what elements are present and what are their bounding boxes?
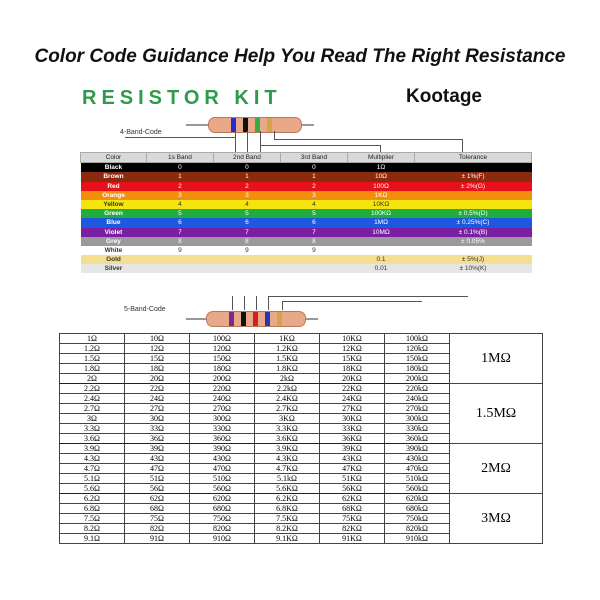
value-cell: 1.2KΩ — [255, 344, 320, 354]
value-cell: 390kΩ — [385, 444, 450, 454]
color-code-table — [80, 152, 532, 273]
megohm-value-cell: 2MΩ — [450, 444, 543, 494]
value-cell: 2Ω — [60, 374, 125, 384]
value-cell: 30Ω — [125, 414, 190, 424]
value-cell: 1.5KΩ — [255, 354, 320, 364]
multiplier-value: 0.1 — [376, 256, 386, 264]
value-cell: 620Ω — [190, 494, 255, 504]
band2-digit: 1 — [245, 173, 249, 181]
value-cell: 33KΩ — [320, 424, 385, 434]
kit-title — [82, 87, 282, 110]
color-row-gold — [81, 255, 532, 264]
multiplier-value — [348, 246, 415, 255]
value-cell: 750Ω — [190, 514, 255, 524]
resistor-values-table — [59, 333, 543, 544]
band2-digit: 5 — [245, 210, 249, 218]
value-cell: 220Ω — [190, 384, 255, 394]
band2-digit: 8 — [245, 237, 249, 245]
band2-digit: 2 — [245, 182, 249, 190]
band1-digit: 3 — [178, 191, 182, 199]
value-cell: 20KΩ — [320, 374, 385, 384]
value-cell: 3.3KΩ — [255, 424, 320, 434]
leader-line — [125, 137, 235, 138]
band3-digit: 1 — [312, 173, 316, 181]
value-cell: 1Ω — [60, 334, 125, 344]
resistor-band — [231, 118, 236, 132]
value-cell: 56Ω — [125, 484, 190, 494]
value-cell: 4.7Ω — [60, 464, 125, 474]
leader-line — [274, 131, 275, 139]
value-cell: 82KΩ — [320, 524, 385, 534]
tolerance-value — [415, 200, 532, 209]
color-name: Yellow — [103, 201, 124, 209]
tolerance-value: ± 0.5%(D) — [458, 210, 488, 218]
value-cell: 2.4Ω — [60, 394, 125, 404]
value-cell: 5.6KΩ — [255, 484, 320, 494]
values-table-body — [60, 334, 543, 544]
band1-digit: 7 — [178, 228, 182, 236]
color-table-body — [81, 163, 532, 274]
value-cell: 3KΩ — [255, 414, 320, 424]
value-cell: 200kΩ — [385, 374, 450, 384]
leader-line — [462, 139, 463, 153]
value-cell: 8.2Ω — [60, 524, 125, 534]
value-cell: 62Ω — [125, 494, 190, 504]
leader-line — [244, 296, 245, 310]
resistor-band — [253, 312, 258, 326]
color-row-violet — [81, 228, 532, 237]
value-cell: 470Ω — [190, 464, 255, 474]
multiplier-value: 100Ω — [373, 182, 389, 190]
color-row-orange — [81, 191, 532, 200]
value-cell: 1.5Ω — [60, 354, 125, 364]
headline: Color Code Guidance Help You Read The Right Resistance — [34, 46, 566, 67]
tolerance-value: ± 0.1%(B) — [458, 228, 488, 236]
value-cell: 6.8Ω — [60, 504, 125, 514]
value-cell: 620kΩ — [385, 494, 450, 504]
multiplier-value: 10KΩ — [372, 201, 390, 209]
value-cell: 680Ω — [190, 504, 255, 514]
four-band-label: 4-Band-Code — [120, 129, 162, 136]
leader-line — [247, 131, 248, 153]
band3-digit: 7 — [312, 228, 316, 236]
value-cell: 100Ω — [190, 334, 255, 344]
band3-digit: 6 — [312, 219, 316, 227]
value-cell: 27Ω — [125, 404, 190, 414]
band2-digit: 9 — [245, 246, 249, 254]
color-row-silver — [81, 264, 532, 273]
value-cell: 20Ω — [125, 374, 190, 384]
value-cell: 9.1Ω — [60, 534, 125, 544]
value-cell: 3Ω — [60, 414, 125, 424]
value-cell: 560kΩ — [385, 484, 450, 494]
tolerance-value: ± 1%(F) — [461, 173, 485, 181]
value-cell: 120Ω — [190, 344, 255, 354]
tolerance-value: ± 0.05% — [461, 237, 485, 245]
color-name: Violet — [104, 228, 123, 236]
band3-digit — [280, 255, 347, 264]
value-cell: 4.3KΩ — [255, 454, 320, 464]
brand-name: Kootage — [406, 86, 482, 107]
band1-digit: 2 — [178, 182, 182, 190]
value-cell: 240Ω — [190, 394, 255, 404]
value-cell: 470kΩ — [385, 464, 450, 474]
band1-digit: 1 — [178, 173, 182, 181]
value-cell: 10KΩ — [320, 334, 385, 344]
value-cell: 510kΩ — [385, 474, 450, 484]
band1-digit: 0 — [178, 164, 182, 172]
value-cell: 200Ω — [190, 374, 255, 384]
band3-digit: 8 — [312, 237, 316, 245]
value-cell: 62KΩ — [320, 494, 385, 504]
value-cell: 47KΩ — [320, 464, 385, 474]
value-cell: 270Ω — [190, 404, 255, 414]
value-cell: 3.6KΩ — [255, 434, 320, 444]
color-row-grey — [81, 237, 532, 246]
value-cell: 30KΩ — [320, 414, 385, 424]
tolerance-value — [415, 246, 532, 255]
value-cell: 390Ω — [190, 444, 255, 454]
color-table-header-row — [81, 153, 532, 163]
multiplier-value — [348, 237, 415, 246]
value-cell: 22Ω — [125, 384, 190, 394]
value-cell: 180kΩ — [385, 364, 450, 374]
value-cell: 3.6Ω — [60, 434, 125, 444]
band1-digit: 6 — [178, 219, 182, 227]
band3-digit: 2 — [312, 182, 316, 190]
value-cell: 36KΩ — [320, 434, 385, 444]
megohm-value-cell: 1.5MΩ — [450, 384, 543, 444]
value-cell: 1.2Ω — [60, 344, 125, 354]
value-cell: 82Ω — [125, 524, 190, 534]
leader-line — [235, 131, 236, 153]
multiplier-value: 1KΩ — [374, 191, 388, 199]
value-cell: 68Ω — [125, 504, 190, 514]
value-cell: 33Ω — [125, 424, 190, 434]
leader-line — [268, 296, 269, 310]
color-name: Grey — [106, 237, 121, 245]
band2-digit — [213, 255, 280, 264]
value-cell: 430kΩ — [385, 454, 450, 464]
value-cell: 9.1KΩ — [255, 534, 320, 544]
color-row-black — [81, 163, 532, 173]
value-cell: 5.6Ω — [60, 484, 125, 494]
resistor-band — [229, 312, 234, 326]
value-cell: 24KΩ — [320, 394, 385, 404]
value-cell: 75Ω — [125, 514, 190, 524]
color-name: Brown — [103, 173, 124, 181]
multiplier-value: 0.01 — [374, 265, 388, 273]
multiplier-value: 1MΩ — [374, 219, 388, 227]
value-cell: 36Ω — [125, 434, 190, 444]
value-cell: 91Ω — [125, 534, 190, 544]
value-cell: 270kΩ — [385, 404, 450, 414]
band3-digit: 0 — [312, 164, 316, 172]
leader-line — [260, 145, 380, 146]
color-name: Red — [107, 182, 120, 190]
value-cell: 43KΩ — [320, 454, 385, 464]
resistor-band — [277, 312, 282, 326]
value-cell: 39Ω — [125, 444, 190, 454]
col-header-band2: 2nd Band — [213, 153, 280, 163]
band1-digit: 4 — [178, 201, 182, 209]
leader-line — [232, 296, 233, 310]
band3-digit — [280, 264, 347, 273]
value-cell: 2.7Ω — [60, 404, 125, 414]
value-cell: 7.5KΩ — [255, 514, 320, 524]
table-row — [60, 384, 543, 394]
value-cell: 18KΩ — [320, 364, 385, 374]
value-cell: 240kΩ — [385, 394, 450, 404]
value-cell: 91KΩ — [320, 534, 385, 544]
color-row-blue — [81, 218, 532, 227]
band3-digit: 4 — [312, 201, 316, 209]
resistor-band — [265, 312, 270, 326]
value-cell: 2kΩ — [255, 374, 320, 384]
value-cell: 56KΩ — [320, 484, 385, 494]
leader-line — [256, 296, 257, 310]
value-cell: 2.2Ω — [60, 384, 125, 394]
leader-line — [274, 139, 462, 140]
value-cell: 300Ω — [190, 414, 255, 424]
value-cell: 750kΩ — [385, 514, 450, 524]
value-cell: 680kΩ — [385, 504, 450, 514]
value-cell: 910kΩ — [385, 534, 450, 544]
value-cell: 24Ω — [125, 394, 190, 404]
band1-digit: 5 — [178, 210, 182, 218]
tolerance-value: ± 0.25%(C) — [456, 219, 490, 227]
tolerance-value: ± 5%(J) — [461, 256, 485, 264]
col-header-tolerance: Tolerance — [415, 153, 532, 163]
band2-digit: 0 — [245, 164, 249, 172]
color-name: Silver — [104, 265, 123, 273]
value-cell: 1.8Ω — [60, 364, 125, 374]
band3-digit: 5 — [312, 210, 316, 218]
table-row — [60, 444, 543, 454]
megohm-value-cell: 3MΩ — [450, 494, 543, 544]
value-cell: 3.9Ω — [60, 444, 125, 454]
value-cell: 150Ω — [190, 354, 255, 364]
resistor-band — [255, 118, 260, 132]
value-cell: 39KΩ — [320, 444, 385, 454]
value-cell: 10Ω — [125, 334, 190, 344]
value-cell: 510Ω — [190, 474, 255, 484]
color-name: Gold — [106, 256, 121, 264]
col-header-multiplier: Multiplier — [348, 153, 415, 163]
five-band-resistor — [206, 311, 306, 327]
value-cell: 910Ω — [190, 534, 255, 544]
value-cell: 2.7KΩ — [255, 404, 320, 414]
value-cell: 2.4KΩ — [255, 394, 320, 404]
leader-line — [268, 296, 468, 297]
col-header-band1: 1s Band — [146, 153, 213, 163]
value-cell: 6.2KΩ — [255, 494, 320, 504]
value-cell: 51KΩ — [320, 474, 385, 484]
table-row — [60, 334, 543, 344]
value-cell: 12Ω — [125, 344, 190, 354]
color-name: White — [104, 246, 123, 254]
color-row-yellow — [81, 200, 532, 209]
value-cell: 1KΩ — [255, 334, 320, 344]
color-row-white — [81, 246, 532, 255]
four-band-resistor — [208, 117, 302, 133]
value-cell: 15KΩ — [320, 354, 385, 364]
color-row-brown — [81, 172, 532, 181]
band1-digit — [146, 264, 213, 273]
multiplier-value: 10MΩ — [372, 228, 390, 236]
value-cell: 2.2kΩ — [255, 384, 320, 394]
band2-digit: 7 — [245, 228, 249, 236]
value-cell: 820kΩ — [385, 524, 450, 534]
value-cell: 43Ω — [125, 454, 190, 464]
band1-digit — [146, 255, 213, 264]
resistor-band — [243, 118, 248, 132]
col-header-band3: 3rd Band — [280, 153, 347, 163]
value-cell: 360Ω — [190, 434, 255, 444]
table-row — [60, 494, 543, 504]
value-cell: 68KΩ — [320, 504, 385, 514]
band2-digit: 6 — [245, 219, 249, 227]
band1-digit: 8 — [178, 237, 182, 245]
value-cell: 6.2Ω — [60, 494, 125, 504]
band2-digit: 4 — [245, 201, 249, 209]
value-cell: 820Ω — [190, 524, 255, 534]
value-cell: 5.1kΩ — [255, 474, 320, 484]
col-header-color: Color — [81, 153, 147, 163]
value-cell: 430Ω — [190, 454, 255, 464]
kit-title-text: RESISTOR KIT — [82, 87, 282, 109]
value-cell: 120kΩ — [385, 344, 450, 354]
value-cell: 4.3Ω — [60, 454, 125, 464]
value-cell: 6.8KΩ — [255, 504, 320, 514]
multiplier-value: 1Ω — [376, 164, 386, 172]
value-cell: 100kΩ — [385, 334, 450, 344]
band3-digit: 9 — [312, 246, 316, 254]
multiplier-value: 10Ω — [374, 173, 388, 181]
color-name: Black — [104, 164, 123, 172]
band3-digit: 3 — [312, 191, 316, 199]
value-cell: 18Ω — [125, 364, 190, 374]
value-cell: 51Ω — [125, 474, 190, 484]
value-cell: 300kΩ — [385, 414, 450, 424]
color-row-red — [81, 182, 532, 191]
resistor-band — [241, 312, 246, 326]
band2-digit: 3 — [245, 191, 249, 199]
value-cell: 22KΩ — [320, 384, 385, 394]
value-cell: 27KΩ — [320, 404, 385, 414]
value-cell: 12KΩ — [320, 344, 385, 354]
leader-line — [282, 301, 422, 302]
leader-line — [260, 131, 261, 153]
color-row-green — [81, 209, 532, 218]
tolerance-value: ± 2%(G) — [460, 182, 486, 190]
color-name: Orange — [102, 191, 125, 199]
tolerance-value: ± 10%(K) — [459, 265, 487, 273]
value-cell: 330kΩ — [385, 424, 450, 434]
value-cell: 8.2KΩ — [255, 524, 320, 534]
color-name: Blue — [106, 219, 121, 227]
value-cell: 360kΩ — [385, 434, 450, 444]
tolerance-value — [415, 191, 532, 200]
megohm-value-cell: 1MΩ — [450, 334, 543, 384]
value-cell: 3.3Ω — [60, 424, 125, 434]
value-cell: 7.5Ω — [60, 514, 125, 524]
value-cell: 1.8KΩ — [255, 364, 320, 374]
value-cell: 330Ω — [190, 424, 255, 434]
value-cell: 47Ω — [125, 464, 190, 474]
band2-digit — [213, 264, 280, 273]
value-cell: 180Ω — [190, 364, 255, 374]
value-cell: 3.9KΩ — [255, 444, 320, 454]
five-band-label: 5-Band-Code — [124, 306, 166, 313]
multiplier-value: 100KΩ — [370, 210, 392, 218]
value-cell: 4.7KΩ — [255, 464, 320, 474]
resistor-band — [267, 118, 272, 132]
value-cell: 560Ω — [190, 484, 255, 494]
tolerance-value — [415, 163, 532, 173]
value-cell: 220kΩ — [385, 384, 450, 394]
value-cell: 150kΩ — [385, 354, 450, 364]
color-name: Green — [104, 210, 123, 218]
band1-digit: 9 — [178, 246, 182, 254]
value-cell: 5.1Ω — [60, 474, 125, 484]
leader-line — [282, 301, 283, 310]
value-cell: 15Ω — [125, 354, 190, 364]
value-cell: 75KΩ — [320, 514, 385, 524]
